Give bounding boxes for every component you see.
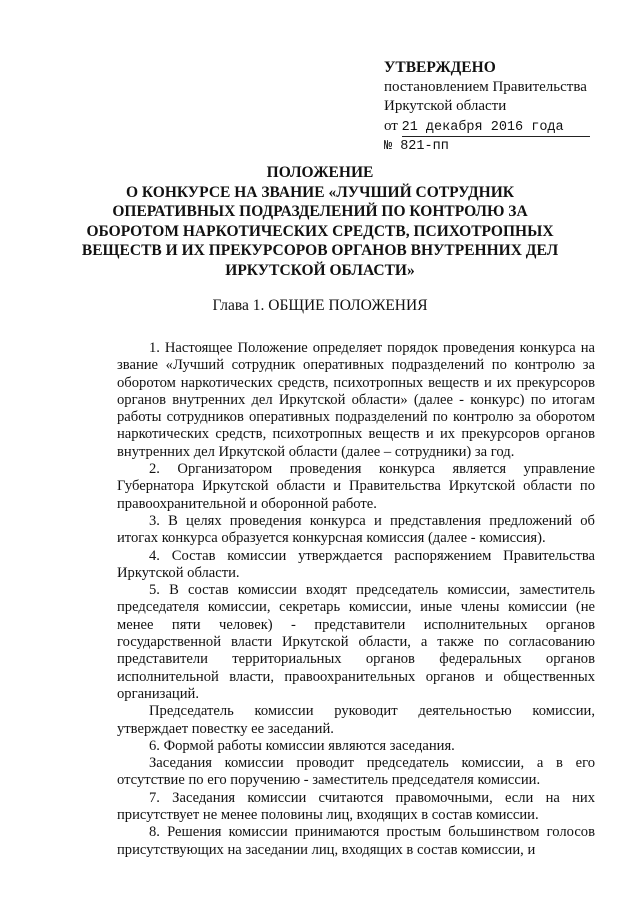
approval-line-2: Иркутской области xyxy=(384,98,507,114)
document-body xyxy=(117,340,595,859)
paragraph-8: 8. Решения комиссии принимаются простым большинством голосов присутствующих на заседании лиц, входящих в состав комиссии, и xyxy=(117,824,595,858)
paragraph-6: 6. Формой работы комиссии являются заседания. xyxy=(149,737,455,754)
approval-stamp xyxy=(384,58,614,156)
paragraph-5: 5. В состав комиссии входят председатель комиссии, заместитель председателя комиссии, секретарь комиссии, иные члены комиссии (не менее пяти человек) - представители исполнительных органов государственной власти Иркутской области, а также по согласованию представители территориальных органов федеральных органов исполнительной власти, правоохранительных органов и общественных организаций. xyxy=(117,582,595,702)
title-line-1: ПОЛОЖЕНИЕ xyxy=(266,164,374,181)
approval-date-line xyxy=(384,117,614,137)
paragraph-2: 2. Организатором проведения конкурса является управление Губернатора Иркутской области и Правительства Иркутской области по правоохранительной и оборонной работе. xyxy=(117,461,595,512)
paragraph-5b: Председатель комиссии руководит деятельностью комиссии, утверждает повестку ее заседаний. xyxy=(117,703,595,737)
paragraph-3: 3. В целях проведения конкурса и представления предложений об итогах конкурса образуется конкурсная комиссия (далее - комиссия). xyxy=(117,512,595,547)
paragraph-4: 4. Состав комиссии утверждается распоряжением Правительства Иркутской области. xyxy=(117,547,595,581)
title-line-3: ОПЕРАТИВНЫХ ПОДРАЗДЕЛЕНИЙ ПО КОНТРОЛЮ ЗА xyxy=(112,203,528,220)
title-line-4: ОБОРОТОМ НАРКОТИЧЕСКИХ СРЕДСТВ, ПСИХОТРОПНЫХ xyxy=(86,222,554,240)
approval-date-prefix: от xyxy=(384,117,398,134)
paragraph-6b: Заседания комиссии проводит председатель комиссии, а в его отсутствие по его поручению - заместитель председателя комиссии. xyxy=(117,755,595,789)
title-line-2: О КОНКУРСЕ НА ЗВАНИЕ «ЛУЧШИЙ СОТРУДНИК xyxy=(125,183,514,201)
paragraph-1: 1. Настоящее Положение определяет порядок проведения конкурса на звание «Лучший сотрудник оперативных подразделений по контролю за оборотом наркотических средств, психотропных веществ и их прекурсоров органов внутренних дел Иркутской области» (далее - конкурс) по итогам работы сотрудников оперативных подразделений по контролю за оборотом наркотических средств, психотропных веществ и их прекурсоров органов внутренних дел Иркутской области (далее – сотрудники) за год. xyxy=(117,340,595,460)
title-line-5: ВЕЩЕСТВ И ИХ ПРЕКУРСОРОВ ОРГАНОВ ВНУТРЕННИХ ДЕЛ xyxy=(81,242,559,259)
chapter-heading: Глава 1. ОБЩИЕ ПОЛОЖЕНИЯ xyxy=(212,297,428,314)
approval-heading: УТВЕРЖДЕНО xyxy=(384,59,496,76)
document-title xyxy=(40,163,600,280)
approval-number: № 821-пп xyxy=(384,138,449,154)
approval-date: 21 декабря 2016 года xyxy=(402,119,590,137)
title-line-6: ИРКУТСКОЙ ОБЛАСТИ» xyxy=(225,261,415,279)
paragraph-7: 7. Заседания комиссии считаются правомочными, если на них присутствует не менее половины лиц, входящих в состав комиссии. xyxy=(117,789,595,824)
approval-line-1: постановлением Правительства xyxy=(384,78,587,95)
